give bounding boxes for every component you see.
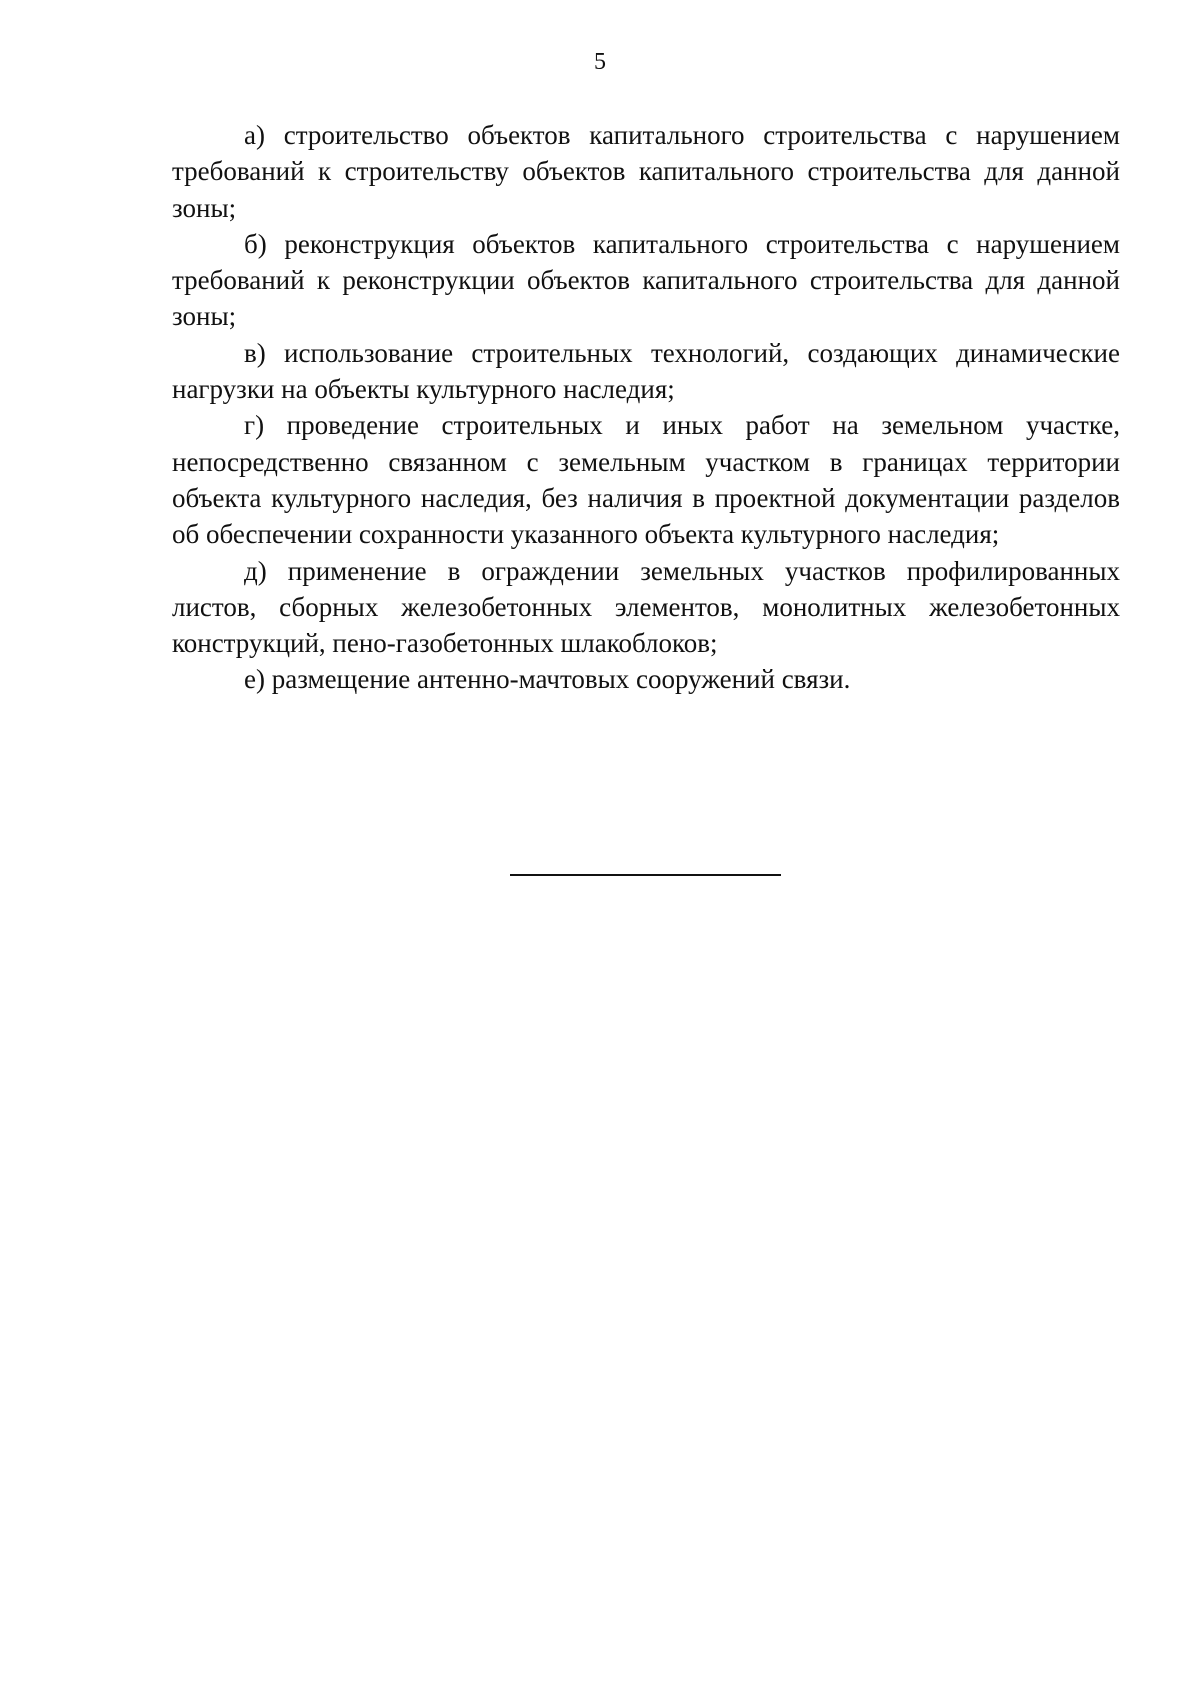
list-item: а) строительство объектов капитального строительства с нарушением требований к строительству объектов капитального строительства для данной зоны; bbox=[172, 120, 1120, 223]
list-item: в) использование строительных технологий, создающих динамические нагрузки на объекты культурного наследия; bbox=[172, 337, 1120, 405]
end-divider-line bbox=[510, 874, 781, 876]
list-item: б) реконструкция объектов капитального строительства с нарушением требований к реконструкции объектов капитального строительства для данной зоны; bbox=[172, 228, 1120, 332]
list-item: д) применение в ограждении земельных участков профилированных листов, сборных железобетонных элементов, монолитных железобетонных конструкций, пено-газобетонных шлакоблоков; bbox=[172, 555, 1120, 659]
list-item: е) размещение антенно-мачтовых сооружений связи. bbox=[244, 664, 851, 695]
page-number: 5 bbox=[594, 49, 606, 75]
restrictions-list bbox=[172, 117, 1120, 698]
list-item: г) проведение строительных и иных работ на земельном участке, непосредственно связанном с земельным участком в границах территории объекта культурного наследия, без наличия в проектной документации разделов об обеспечении сохранности указанного объекта культурного наследия; bbox=[172, 410, 1120, 550]
